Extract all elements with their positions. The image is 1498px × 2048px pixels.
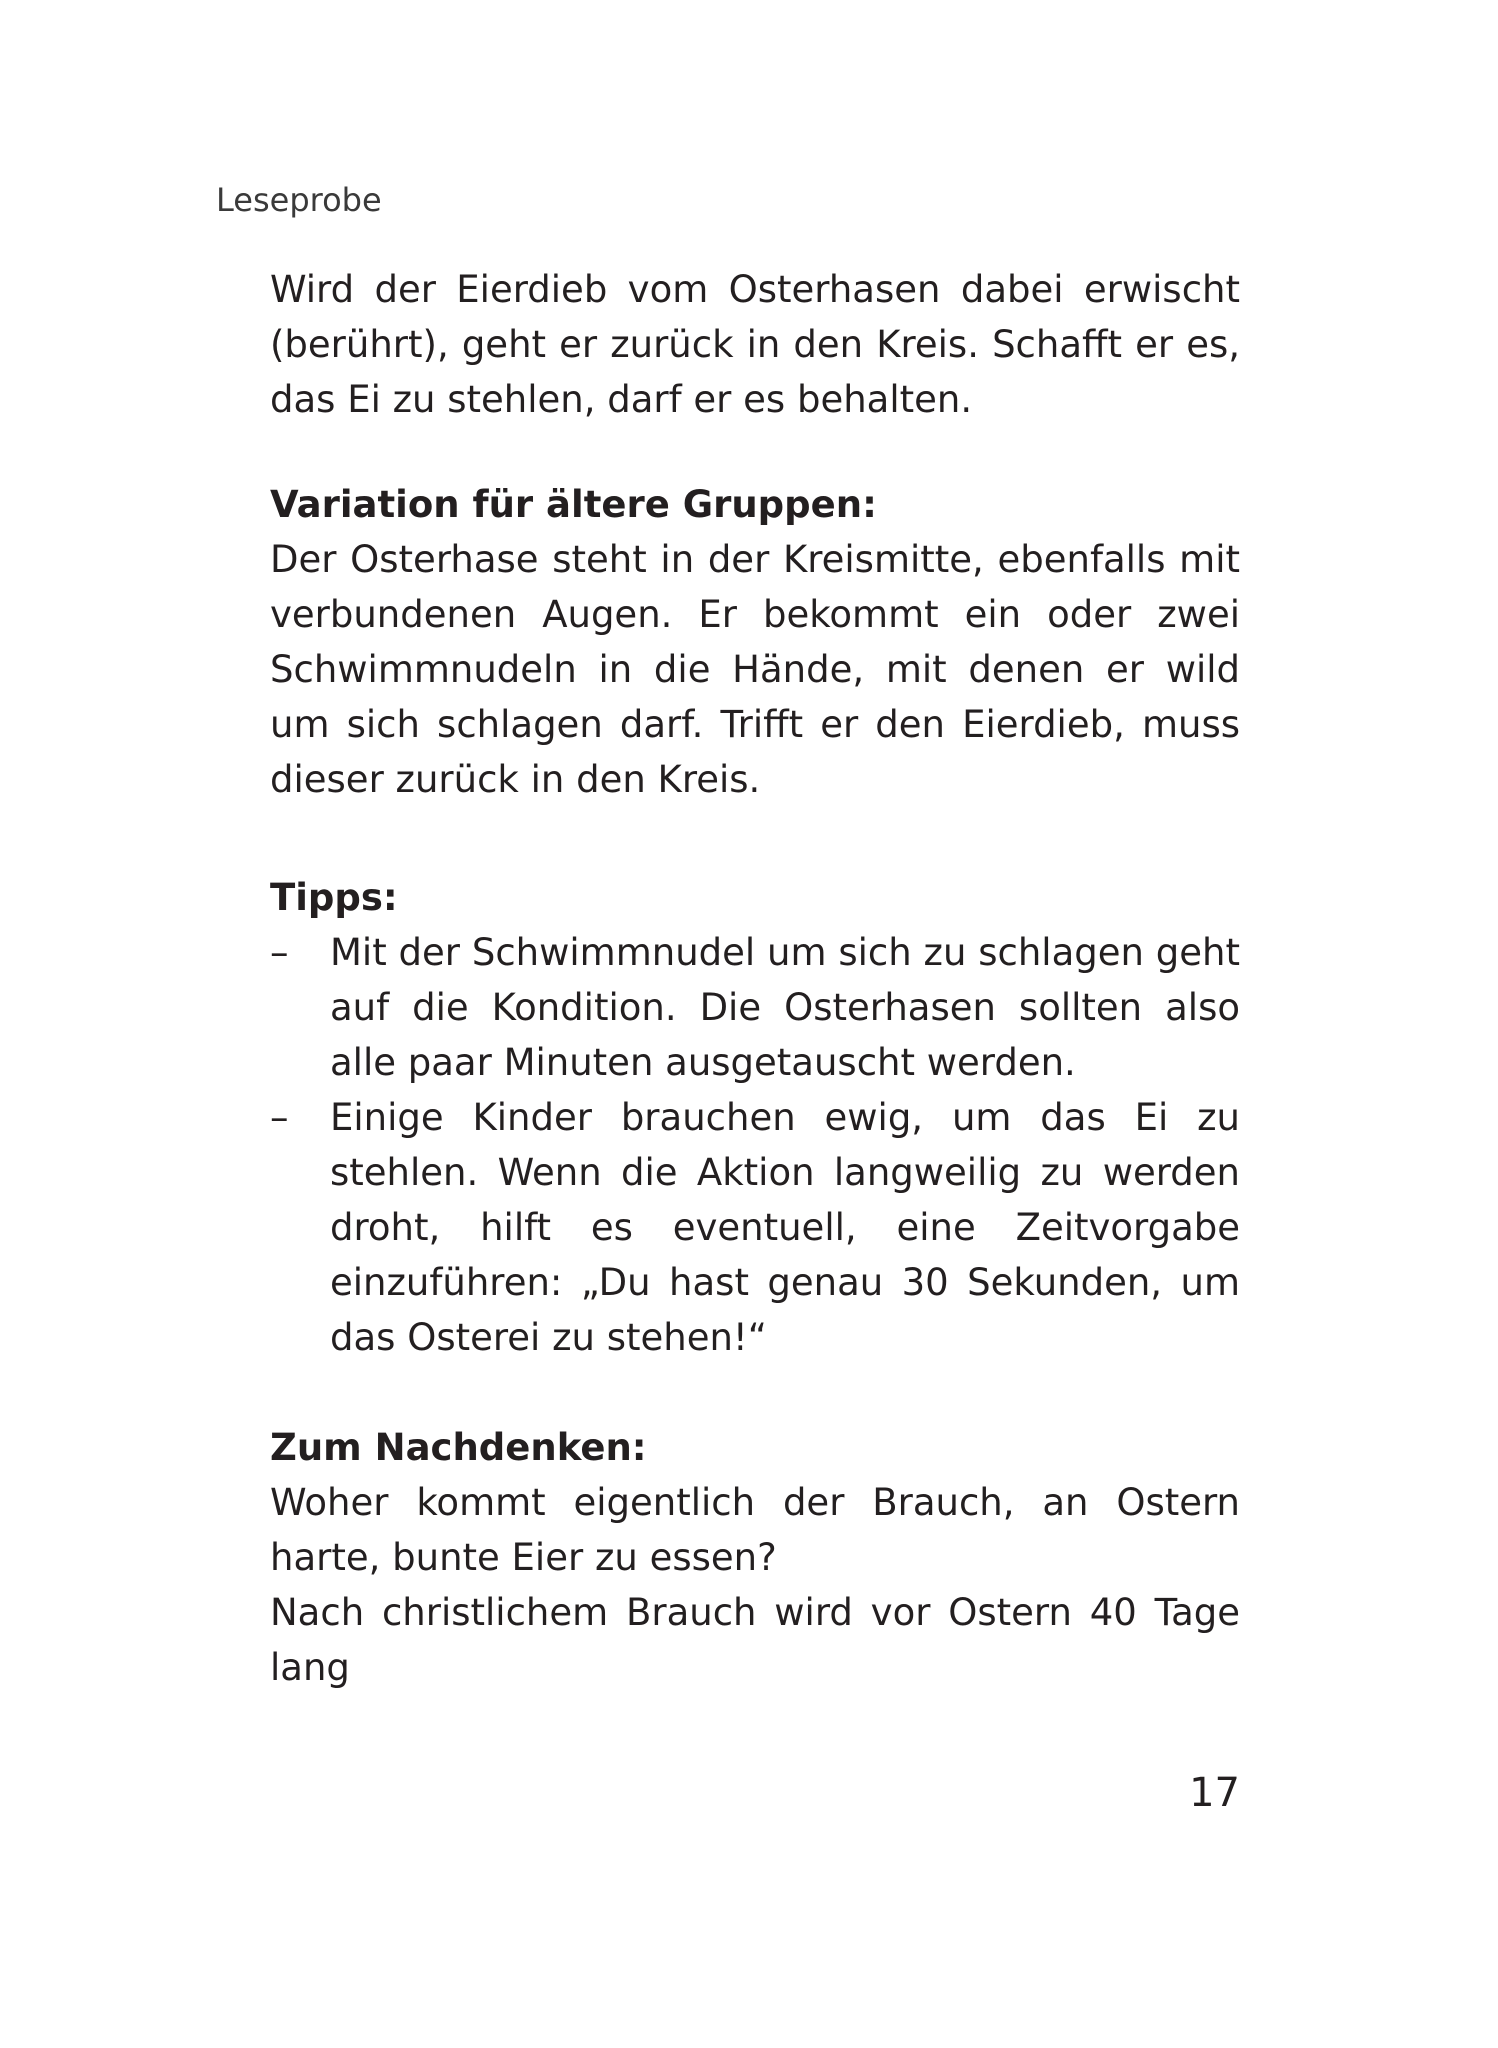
tip-text: Einige Kinder brauchen ewig, um das Ei zu stehlen. Wenn die Aktion langweilig zu werden droht, hilft es eventuell, eine Zeitvorgabe einzuführen: „Du hast genau 30 Sekunden, um das Osterei zu stehen!“ bbox=[330, 1096, 1240, 1359]
page-number: 17 bbox=[1189, 1770, 1240, 1816]
reflection-heading: Zum Nachdenken: bbox=[270, 1426, 647, 1469]
reflection-paragraph: Nach christlichem Brauch wird vor Ostern 40 Tage lang bbox=[270, 1591, 1240, 1689]
reflection-question: Woher kommt eigentlich der Brauch, an Ostern harte, bunte Eier zu essen? bbox=[270, 1481, 1240, 1579]
variation-paragraph: Der Osterhase steht in der Kreismitte, ebenfalls mit verbundenen Augen. Er bekommt ein oder zwei Schwimmnudeln in die Hände, mit denen er wild um sich schlagen darf. Trifft er den Eierdieb, muss dieser zurück in den Kreis. bbox=[270, 538, 1240, 801]
tips-heading: Tipps: bbox=[270, 876, 398, 919]
tip-text: Mit der Schwimmnudel um sich zu schlagen geht auf die Kondition. Die Osterhasen sollten also alle paar Minuten ausgetauscht werden. bbox=[330, 931, 1240, 1084]
variation-heading: Variation für ältere Gruppen: bbox=[270, 483, 877, 526]
intro-paragraph: Wird der Eierdieb vom Osterhasen dabei erwischt (berührt), geht er zurück in den Kreis. Schafft er es, das Ei zu stehlen, darf er es behalten. bbox=[270, 268, 1240, 421]
dash-bullet: – bbox=[270, 1096, 289, 1139]
section-label: Leseprobe bbox=[216, 181, 382, 219]
dash-bullet: – bbox=[270, 931, 289, 974]
